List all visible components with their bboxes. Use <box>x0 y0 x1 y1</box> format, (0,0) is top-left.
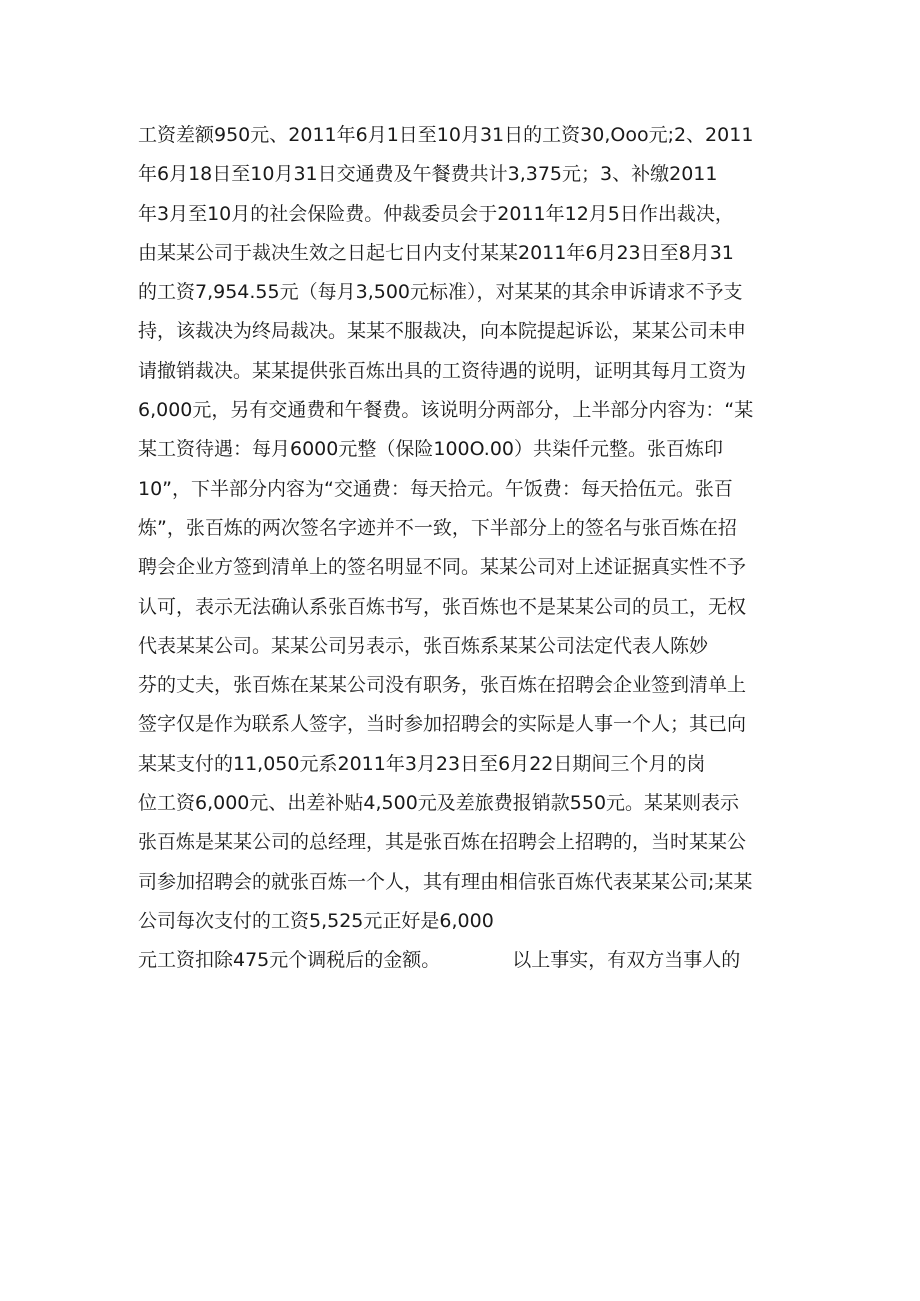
text-line-13: 认可，表示无法确认系张百炼书写，张百炼也不是某某公司的员工，无权 <box>138 595 747 618</box>
text-line-2: 年6月18日至10月31日交通费及午餐费共计3,375元；3、补缴2011 <box>138 163 718 186</box>
text-line-22-part-1: 元工资扣除475元个调税后的金额。 <box>138 949 441 972</box>
text-line-7: 请撤销裁决。某某提供张百炼出具的工资待遇的说明，证明其每月工资为 <box>138 359 747 382</box>
text-line-10: 10”，下半部分内容为“交通费：每天拾元。午饭费：每天拾伍元。张百 <box>138 477 733 500</box>
text-line-1: 工资差额950元、2011年6月1日至10月31日的工资30,Ooo元;2、2011 <box>138 124 754 146</box>
text-line-17: 某某支付的11,050元系2011年3月23日至6月22日期间三个月的岗 <box>138 752 706 775</box>
text-line-6: 持，该裁决为终局裁决。某某不服裁决，向本院提起诉讼，某某公司未申 <box>138 320 747 343</box>
text-line-12: 聘会企业方签到清单上的签名明显不同。某某公司对上述证据真实性不予 <box>138 556 747 579</box>
text-line-5: 的工资7,954.55元（每月3,500元标准），对某某的其余申诉请求不予支 <box>138 281 743 304</box>
text-line-22 <box>138 941 788 980</box>
body-text <box>138 116 788 981</box>
text-line-20: 司参加招聘会的就张百炼一个人，其有理由相信张百炼代表某某公司;某某 <box>138 870 753 893</box>
text-line-9: 某工资待遇：每月6000元整（保险100O.00）共柒仟元整。张百炼印 <box>138 438 724 461</box>
text-line-15: 芬的丈夫，张百炼在某某公司没有职务，张百炼在招聘会企业签到清单上 <box>138 674 747 697</box>
text-line-11: 炼”，张百炼的两次签名字迹并不一致，下半部分上的签名与张百炼在招 <box>138 516 737 539</box>
text-line-18: 位工资6,000元、出差补贴4,500元及差旅费报销款550元。某某则表示 <box>138 792 740 815</box>
text-line-21: 公司每次支付的工资5,525元正好是6,000 <box>138 909 494 932</box>
text-line-3: 年3月至10月的社会保险费。仲裁委员会于2011年12月5日作出裁决， <box>138 202 734 225</box>
text-line-4: 由某某公司于裁决生效之日起七日内支付某某2011年6月23日至8月31 <box>138 241 734 264</box>
text-line-19: 张百炼是某某公司的总经理，其是张百炼在招聘会上招聘的，当时某某公 <box>138 831 747 854</box>
text-line-8: 6,000元，另有交通费和午餐费。该说明分两部分，上半部分内容为：“某 <box>138 399 754 422</box>
text-line-16: 签字仅是作为联系人签字，当时参加招聘会的实际是人事一个人；其已向 <box>138 713 747 736</box>
text-line-14: 代表某某公司。某某公司另表示，张百炼系某某公司法定代表人陈妙 <box>138 634 709 657</box>
text-line-22-part-2: 以上事实，有双方当事人的 <box>512 949 741 972</box>
